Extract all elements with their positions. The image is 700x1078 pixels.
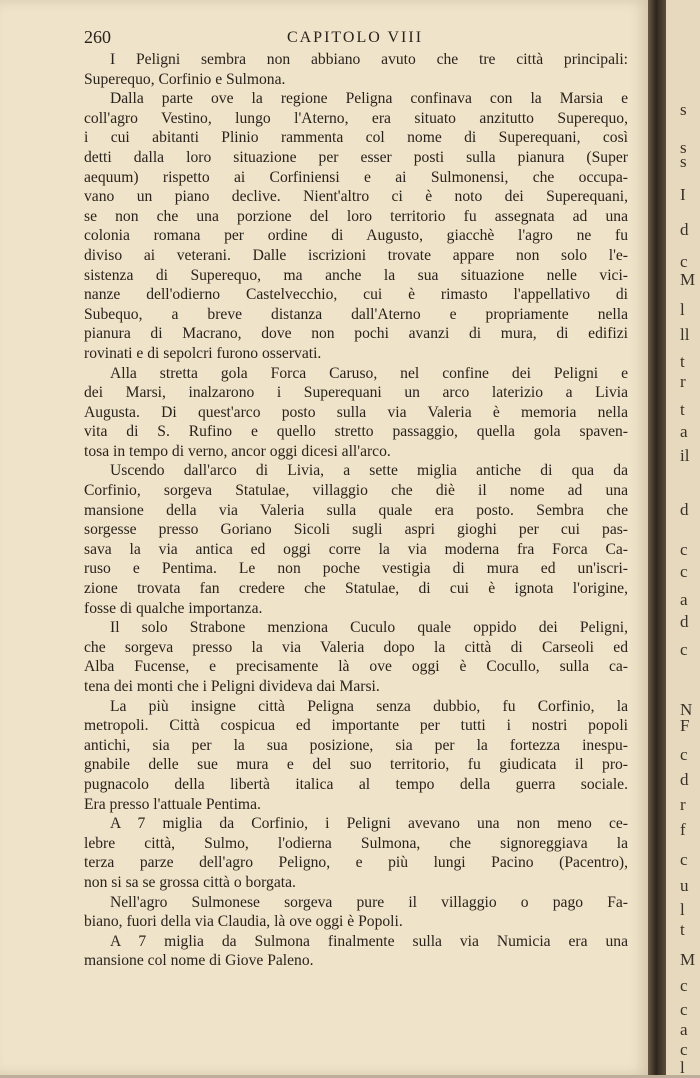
paragraph: [84, 364, 628, 462]
next-page-fragment: il: [680, 446, 690, 465]
text-line: non si sa se grossa città o borgata.: [84, 873, 296, 891]
text-line: I Peligni sembra non abbiano avuto che tre città principali:: [110, 51, 628, 68]
text-line: se non che una porzione del loro territorio fu assegnata ad una: [84, 207, 628, 225]
next-page-fragment: d: [680, 220, 689, 239]
next-page-fragment: c: [680, 976, 688, 995]
body-text: [84, 50, 628, 971]
text-line: A 7 miglia da Corfinio, i Peligni avevano una non meno ce-: [110, 815, 628, 833]
next-page-fragment: a: [680, 590, 688, 609]
next-page-fragment: s: [680, 152, 687, 171]
next-page-fragment: t: [680, 352, 685, 371]
text-line: pugnacolo della libertà italica al tempo della guerra sociale.: [84, 775, 628, 793]
text-line: nanze dell'odierno Castelvecchio, cui è rimasto l'appellativo di: [84, 286, 628, 304]
text-line: rovinati e di sepolcri furono osservati.: [84, 344, 322, 362]
next-page-fragment: c: [680, 850, 688, 869]
text-line: antichi, sia per la sua posizione, sia per la fortezza inespu-: [84, 736, 628, 754]
text-line: Dalla parte ove la regione Peligna confinava con la Marsia e: [110, 90, 628, 108]
next-page-fragment: s: [680, 100, 687, 119]
adjacent-page-edge: [666, 0, 700, 1075]
paragraph: [84, 618, 628, 696]
paragraph: [84, 893, 628, 932]
text-line: Alba Fucense, e precisamente là ove oggi è Cocullo, sulla ca-: [84, 658, 628, 676]
next-page-fragment: r: [680, 795, 686, 814]
paragraph: [84, 932, 628, 971]
text-line: che sorgeva presso la via Valeria dopo la città di Carseoli ed: [84, 638, 628, 656]
next-page-fragment: c: [680, 1040, 688, 1059]
next-page-fragment: c: [680, 745, 688, 764]
next-page-fragment: d: [680, 770, 689, 789]
text-line: dei Marsi, inalzarono i Superequani un arco laterizio a Livia: [84, 384, 628, 402]
text-line: i cui abitanti Plinio rammenta col nome di Superequani, così: [84, 129, 628, 147]
next-page-fragment: l: [680, 900, 685, 919]
next-page-fragment: I: [680, 185, 686, 204]
next-page-fragment: F: [680, 716, 690, 735]
paragraph: [84, 89, 628, 363]
next-page-fragment: N: [680, 700, 693, 719]
next-page-fragment: a: [680, 422, 688, 441]
text-line: vita di S. Rufino e quello stretto passaggio, quella gola spaven-: [84, 423, 628, 441]
next-page-fragment: l: [680, 1058, 685, 1077]
text-line: coll'agro Vestino, lungo l'Aterno, era situato anzitutto Superequo,: [84, 109, 628, 127]
text-line: A 7 miglia da Sulmona finalmente sulla via Numicia era una: [110, 932, 628, 950]
text-line: Nell'agro Sulmonese sorgeva pure il villaggio o pago Fa-: [110, 893, 628, 911]
paragraph: [84, 461, 628, 618]
text-line: Augusta. Di quest'arco posto sulla via Valeria è memoria nella: [84, 403, 628, 421]
text-line: lebre città, Sulmo, l'odierna Sulmona, che signoreggiava la: [84, 834, 628, 852]
next-page-fragment: c: [680, 1000, 688, 1019]
text-line: La più insigne città Peligna senza dubbio, fu Corfinio, la: [110, 697, 628, 715]
text-line: biano, fuori della via Claudia, là ove oggi è Popoli.: [84, 913, 403, 931]
next-page-fragment: s: [680, 138, 687, 157]
page-header: [84, 27, 626, 51]
next-page-fragment: t: [680, 920, 685, 939]
text-line: Superequo, Corfinio e Sulmona.: [84, 70, 286, 88]
text-line: terza parze dell'agro Peligno, e più lungi Pacino (Pacentro),: [84, 854, 628, 872]
text-line: detti dalla loro situazione per esser posti sulla pianura (Super: [84, 148, 628, 166]
text-line: Uscendo dall'arco di Livia, a sette miglia antiche di qua da: [110, 462, 628, 480]
text-line: vano un piano declive. Nient'altro ci è noto dei Superequani,: [84, 188, 628, 206]
text-line: Alla stretta gola Forca Caruso, nel confine dei Peligni e: [110, 364, 628, 382]
paragraph: [84, 50, 628, 89]
paragraph: [84, 697, 628, 815]
text-line: pianura di Macrano, dove non pochi avanzi di mura, di edifizi: [84, 325, 628, 343]
page-number: 260: [84, 27, 111, 47]
next-page-fragment: M: [680, 950, 696, 969]
next-page-fragment: f: [680, 820, 686, 839]
text-line: Era presso l'attuale Pentima.: [84, 795, 261, 813]
text-line: aequum) rispetto ai Corfiniensi e ai Sulmonensi, che occupa-: [84, 168, 628, 186]
next-page-fragment: r: [680, 372, 686, 391]
text-line: Corfinio, sorgeva Statulae, villaggio che diè il nome ad una: [84, 482, 628, 500]
next-page-fragment: a: [680, 1020, 688, 1039]
text-line: mansione col nome di Giove Paleno.: [84, 952, 314, 970]
next-page-fragment: l: [680, 300, 685, 319]
next-page-fragment: c: [680, 252, 688, 271]
text-line: diviso ai veterani. Dalle iscrizioni trovate appare non solo l'e-: [84, 246, 628, 264]
next-page-fragment: d: [680, 612, 689, 631]
text-line: mansione della via Valeria sulla quale era posto. Sembra che: [84, 501, 628, 519]
text-line: sorgesse presso Goriano Sicoli sugli aspri gioghi per cui pas-: [84, 521, 628, 539]
text-line: zione trovata fan credere che Statulae, di cui è ignota l'origine,: [84, 580, 628, 598]
book-gutter: [648, 0, 666, 1075]
paragraph: [84, 814, 628, 892]
next-page-fragment: c: [680, 562, 688, 581]
next-page-fragment: c: [680, 540, 688, 559]
text-line: ruso e Pentima. Le non poche vestigia di mura ed un'iscri-: [84, 560, 628, 578]
next-page-fragment: c: [680, 640, 688, 659]
text-line: fosse di qualche importanza.: [84, 599, 263, 617]
chapter-heading: CAPITOLO VIII: [286, 29, 424, 46]
text-line: tena dei monti che i Peligni divideva dai Marsi.: [84, 678, 380, 695]
text-line: colonia romana per ordine di Augusto, giacchè l'agro ne fu: [84, 227, 628, 245]
next-page-fragment: ll: [680, 325, 690, 344]
text-line: Subequo, a breve distanza dall'Aterno e propriamente nella: [84, 305, 628, 323]
text-line: sava la via antica ed oggi corre la via moderna fra Forca Ca-: [84, 540, 628, 558]
text-line: metropoli. Città cospicua ed importante per tutti i nostri popoli: [84, 717, 628, 735]
next-page-fragment: M: [680, 270, 696, 289]
next-page-fragment: t: [680, 400, 685, 419]
next-page-fragment: d: [680, 500, 689, 519]
text-line: tosa in tempo di verno, ancor oggi dicesi all'arco.: [84, 442, 391, 460]
text-line: sistenza di Superequo, ma anche la sua situazione nelle vici-: [84, 266, 628, 284]
next-page-fragment: u: [680, 876, 689, 895]
text-line: gnabile delle sue mura e del suo territorio, fu giudicata il pro-: [84, 756, 628, 774]
text-line: Il solo Strabone menziona Cuculo quale oppido dei Peligni,: [110, 619, 628, 637]
